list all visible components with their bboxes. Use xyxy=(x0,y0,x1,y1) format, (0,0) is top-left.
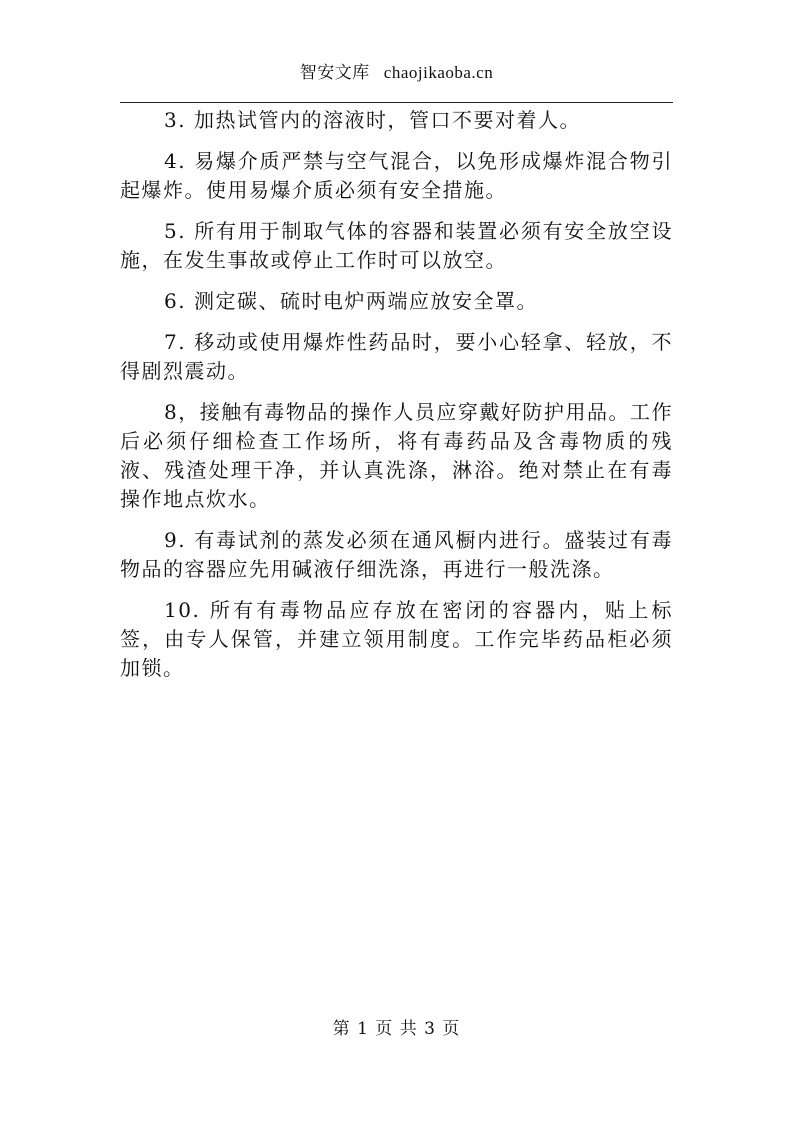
site-name: 智安文库 xyxy=(299,63,370,83)
paragraph-item-4: 4. 易爆介质严禁与空气混合，以免形成爆炸混合物引起爆炸。使用易爆介质必须有安全措施。 xyxy=(120,149,673,202)
header-divider xyxy=(120,102,673,103)
paragraph-item-8: 8，接触有毒物品的操作人员应穿戴好防护用品。工作后必须仔细检查工作场所，将有毒药品及含毒物质的残液、残渣处理干净，并认真洗涤，淋浴。绝对禁止在有毒操作地点炊水。 xyxy=(120,400,673,511)
paragraph-item-9: 9. 有毒试剂的蒸发必须在通风橱内进行。盛装过有毒物品的容器应先用碱液仔细洗涤，再进行一般洗涤。 xyxy=(120,528,673,581)
document-body xyxy=(120,106,673,695)
paragraph-item-6: 6. 测定碳、硫时电炉两端应放安全罩。 xyxy=(164,289,538,313)
paragraph-item-7: 7. 移动或使用爆炸性药品时，要小心轻拿、轻放，不得剧烈震动。 xyxy=(120,330,673,383)
paragraph-item-3: 3. 加热试管内的溶液时，管口不要对着人。 xyxy=(164,108,581,132)
page-number-footer: 第 1 页 共 3 页 xyxy=(332,1019,461,1039)
page-header xyxy=(0,58,793,83)
paragraph-item-5: 5. 所有用于制取气体的容器和装置必须有安全放空设施，在发生事故或停止工作时可以放空。 xyxy=(120,219,673,272)
paragraph-item-10: 10. 所有有毒物品应存放在密闭的容器内，贴上标签，由专人保管，并建立领用制度。工作完毕药品柜必须加锁。 xyxy=(120,598,673,680)
site-domain: chaojikaoba.cn xyxy=(383,63,494,82)
